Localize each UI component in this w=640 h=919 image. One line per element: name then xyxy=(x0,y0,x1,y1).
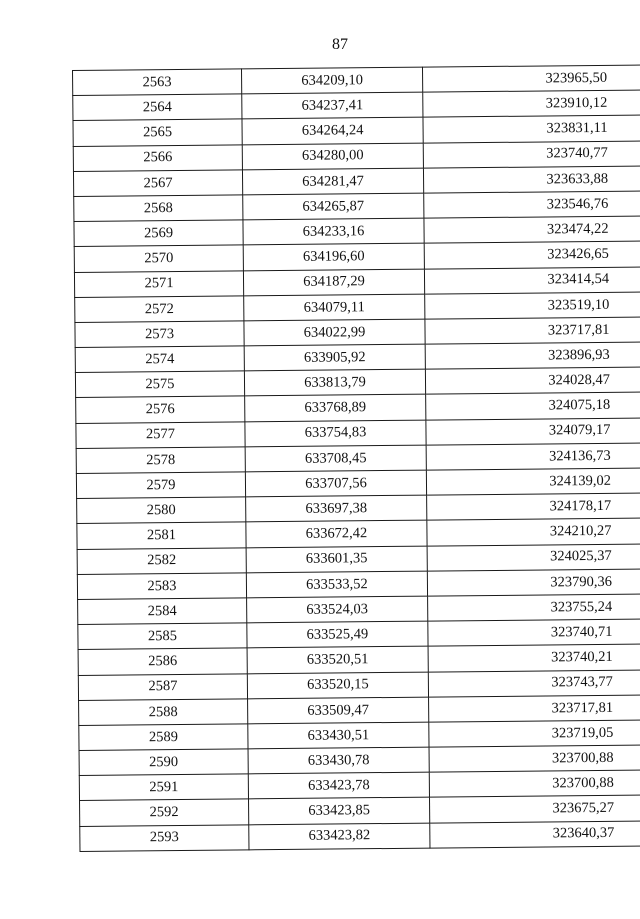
x-coordinate-cell: 633525,49 xyxy=(247,621,428,648)
x-coordinate-cell: 633430,78 xyxy=(248,747,429,774)
y-coordinate-cell: 323740,21 xyxy=(428,644,640,671)
x-coordinate-cell: 633423,78 xyxy=(248,772,429,799)
point-number-cell: 2566 xyxy=(73,144,242,171)
x-coordinate-cell: 634079,11 xyxy=(244,294,425,321)
point-number-cell: 2578 xyxy=(76,447,245,474)
point-number-cell: 2575 xyxy=(75,371,244,398)
x-coordinate-cell: 633754,83 xyxy=(245,420,426,447)
y-coordinate-cell: 323546,76 xyxy=(424,191,640,218)
point-number-cell: 2574 xyxy=(75,346,244,373)
table-body xyxy=(73,65,640,851)
point-number-cell: 2589 xyxy=(79,724,248,751)
point-number-cell: 2572 xyxy=(75,296,244,323)
y-coordinate-cell: 323719,05 xyxy=(429,720,640,747)
point-number-cell: 2586 xyxy=(78,648,247,675)
x-coordinate-cell: 633672,42 xyxy=(246,520,427,547)
y-coordinate-cell: 323414,54 xyxy=(424,266,640,293)
point-number-cell: 2565 xyxy=(73,119,242,146)
point-number-cell: 2591 xyxy=(79,774,248,801)
y-coordinate-cell: 323755,24 xyxy=(428,594,640,621)
point-number-cell: 2571 xyxy=(74,270,243,297)
x-coordinate-cell: 634237,41 xyxy=(242,92,423,119)
x-coordinate-cell: 633430,51 xyxy=(248,722,429,749)
x-coordinate-cell: 633813,79 xyxy=(244,369,425,396)
coordinates-table xyxy=(72,64,640,851)
y-coordinate-cell: 323474,22 xyxy=(424,216,640,243)
x-coordinate-cell: 633708,45 xyxy=(245,445,426,472)
x-coordinate-cell: 633423,82 xyxy=(249,823,430,850)
y-coordinate-cell: 323896,93 xyxy=(425,342,640,369)
point-number-cell: 2570 xyxy=(74,245,243,272)
x-coordinate-cell: 633697,38 xyxy=(246,495,427,522)
point-number-cell: 2579 xyxy=(76,472,245,499)
y-coordinate-cell: 323700,88 xyxy=(429,745,640,772)
y-coordinate-cell: 324139,02 xyxy=(426,468,640,495)
y-coordinate-cell: 323790,36 xyxy=(427,569,640,596)
x-coordinate-cell: 633520,51 xyxy=(247,646,428,673)
point-number-cell: 2564 xyxy=(73,94,242,121)
point-number-cell: 2568 xyxy=(74,195,243,222)
y-coordinate-cell: 323740,77 xyxy=(423,140,640,167)
x-coordinate-cell: 633533,52 xyxy=(246,571,427,598)
point-number-cell: 2585 xyxy=(78,623,247,650)
point-number-cell: 2588 xyxy=(79,699,248,726)
x-coordinate-cell: 634022,99 xyxy=(244,319,425,346)
point-number-cell: 2590 xyxy=(79,749,248,776)
y-coordinate-cell: 324210,27 xyxy=(427,518,640,545)
y-coordinate-cell: 323633,88 xyxy=(423,166,640,193)
y-coordinate-cell: 324075,18 xyxy=(426,392,640,419)
x-coordinate-cell: 634187,29 xyxy=(243,269,424,296)
x-coordinate-cell: 634209,10 xyxy=(241,67,422,94)
table-row xyxy=(80,821,640,852)
y-coordinate-cell: 323700,88 xyxy=(429,770,640,797)
point-number-cell: 2592 xyxy=(80,799,249,826)
x-coordinate-cell: 633423,85 xyxy=(249,798,430,825)
y-coordinate-cell: 323675,27 xyxy=(430,795,640,822)
y-coordinate-cell: 323740,71 xyxy=(428,619,640,646)
y-coordinate-cell: 323965,50 xyxy=(422,65,640,92)
y-coordinate-cell: 323426,65 xyxy=(424,241,640,268)
point-number-cell: 2583 xyxy=(77,573,246,600)
y-coordinate-cell: 323910,12 xyxy=(423,90,640,117)
x-coordinate-cell: 633905,92 xyxy=(244,344,425,371)
y-coordinate-cell: 324178,17 xyxy=(427,493,640,520)
y-coordinate-cell: 324025,37 xyxy=(427,543,640,570)
y-coordinate-cell: 323717,81 xyxy=(425,317,640,344)
x-coordinate-cell: 634280,00 xyxy=(242,143,423,170)
page-number: 87 xyxy=(332,36,348,53)
x-coordinate-cell: 634233,16 xyxy=(243,218,424,245)
x-coordinate-cell: 634196,60 xyxy=(243,243,424,270)
point-number-cell: 2576 xyxy=(76,396,245,423)
y-coordinate-cell: 324136,73 xyxy=(426,443,640,470)
x-coordinate-cell: 633707,56 xyxy=(245,470,426,497)
point-number-cell: 2587 xyxy=(78,673,247,700)
point-number-cell: 2569 xyxy=(74,220,243,247)
y-coordinate-cell: 324028,47 xyxy=(425,367,640,394)
y-coordinate-cell: 323640,37 xyxy=(430,821,640,848)
point-number-cell: 2581 xyxy=(77,522,246,549)
x-coordinate-cell: 634281,47 xyxy=(242,168,423,195)
x-coordinate-cell: 633601,35 xyxy=(246,546,427,573)
y-coordinate-cell: 323831,11 xyxy=(423,115,640,142)
point-number-cell: 2584 xyxy=(78,598,247,625)
x-coordinate-cell: 634264,24 xyxy=(242,118,423,145)
point-number-cell: 2567 xyxy=(73,170,242,197)
point-number-cell: 2582 xyxy=(77,547,246,574)
point-number-cell: 2593 xyxy=(80,824,249,851)
y-coordinate-cell: 323743,77 xyxy=(428,669,640,696)
y-coordinate-cell: 324079,17 xyxy=(426,418,640,445)
x-coordinate-cell: 634265,87 xyxy=(243,193,424,220)
y-coordinate-cell: 323519,10 xyxy=(425,292,640,319)
point-number-cell: 2577 xyxy=(76,421,245,448)
x-coordinate-cell: 633768,89 xyxy=(245,395,426,422)
y-coordinate-cell: 323717,81 xyxy=(429,695,640,722)
x-coordinate-cell: 633524,03 xyxy=(247,596,428,623)
point-number-cell: 2573 xyxy=(75,321,244,348)
x-coordinate-cell: 633509,47 xyxy=(248,697,429,724)
point-number-cell: 2563 xyxy=(73,69,242,96)
x-coordinate-cell: 633520,15 xyxy=(247,672,428,699)
point-number-cell: 2580 xyxy=(77,497,246,524)
